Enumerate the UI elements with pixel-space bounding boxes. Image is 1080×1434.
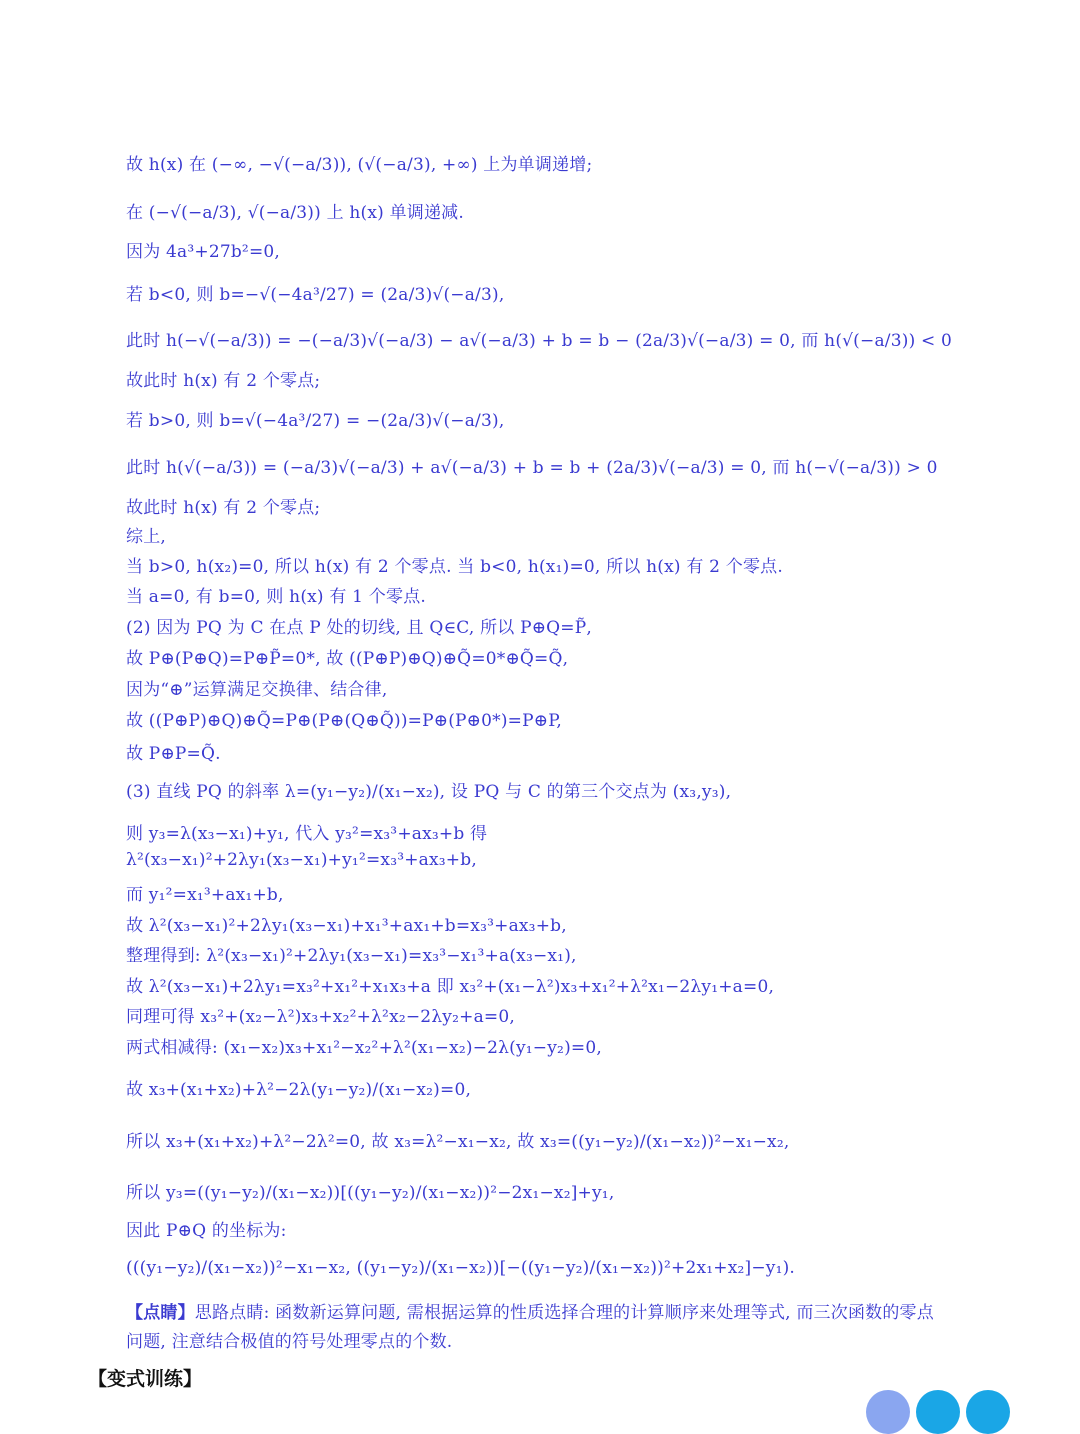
solution-line: 因为 4a³+27b²=0, bbox=[126, 242, 281, 262]
solution-line: 故此时 h(x) 有 2 个零点; bbox=[126, 371, 321, 391]
solution-line: 而 y₁²=x₁³+ax₁+b, bbox=[126, 885, 284, 905]
solution-line: 若 b<0, 则 b=−√(−4a³/27) = (2a/3)√(−a/3), bbox=[126, 285, 505, 305]
solution-line: (2) 因为 PQ 为 C 在点 P 处的切线, 且 Q∈C, 所以 P⊕Q=P̃, bbox=[126, 618, 592, 638]
solution-line: 整理得到: λ²(x₃−x₁)²+2λy₁(x₃−x₁)=x₃³−x₁³+a(x₃−x₁), bbox=[126, 946, 577, 966]
solution-line: 因此 P⊕Q 的坐标为: bbox=[126, 1221, 287, 1241]
solution-line: 此时 h(−√(−a/3)) = −(−a/3)√(−a/3) − a√(−a/3) + b = b − (2a/3)√(−a/3) = 0, 而 h(√(−a/3)) < 0 bbox=[126, 331, 953, 351]
tip-text: 思路点睛: 函数新运算问题, 需根据运算的性质选择合理的计算顺序来处理等式, 而三次函数的零点 bbox=[194, 1303, 934, 1323]
solution-line: 综上, bbox=[126, 527, 167, 547]
solution-line: (((y₁−y₂)/(x₁−x₂))²−x₁−x₂, ((y₁−y₂)/(x₁−x₂))[−((y₁−y₂)/(x₁−x₂))²+2x₁+x₂]−y₁). bbox=[126, 1258, 796, 1278]
solution-line: 故 P⊕P=Q̃. bbox=[126, 744, 221, 764]
solution-line: 若 b>0, 则 b=√(−4a³/27) = −(2a/3)√(−a/3), bbox=[126, 411, 505, 431]
tip-tag: 【点睛】 bbox=[126, 1303, 195, 1323]
solution-line: 所以 x₃+(x₁+x₂)+λ²−2λ²=0, 故 x₃=λ²−x₁−x₂, 故 x₃=((y₁−y₂)/(x₁−x₂))²−x₁−x₂, bbox=[126, 1132, 790, 1152]
tip-line: 问题, 注意结合极值的符号处理零点的个数. bbox=[126, 1332, 453, 1352]
solution-line: 故 h(x) 在 (−∞, −√(−a/3)), (√(−a/3), +∞) 上为单调递增; bbox=[126, 155, 593, 175]
decorative-circle bbox=[916, 1390, 960, 1434]
solution-line: 故 P⊕(P⊕Q)=P⊕P̃=0*, 故 ((P⊕P)⊕Q)⊕Q̃=0*⊕Q̃=Q̃, bbox=[126, 649, 569, 669]
solution-line: 则 y₃=λ(x₃−x₁)+y₁, 代入 y₃²=x₃³+ax₃+b 得 bbox=[126, 824, 488, 844]
section-heading: 【变式训练】 bbox=[88, 1368, 203, 1390]
solution-line: 故 λ²(x₃−x₁)+2λy₁=x₃²+x₁²+x₁x₃+a 即 x₃²+(x₁−λ²)x₃+x₁²+λ²x₁−2λy₁+a=0, bbox=[126, 977, 775, 997]
solution-line: 故 x₃+(x₁+x₂)+λ²−2λ(y₁−y₂)/(x₁−x₂)=0, bbox=[126, 1080, 472, 1100]
solution-line: 两式相减得: (x₁−x₂)x₃+x₁²−x₂²+λ²(x₁−x₂)−2λ(y₁−y₂)=0, bbox=[126, 1038, 602, 1058]
solution-line: 故 ((P⊕P)⊕Q)⊕Q̃=P⊕(P⊕(Q⊕Q̃))=P⊕(P⊕0*)=P⊕P, bbox=[126, 711, 562, 731]
solution-line: 当 b>0, h(x₂)=0, 所以 h(x) 有 2 个零点. 当 b<0, h(x₁)=0, 所以 h(x) 有 2 个零点. bbox=[126, 557, 783, 577]
solution-line: 所以 y₃=((y₁−y₂)/(x₁−x₂))[((y₁−y₂)/(x₁−x₂))²−2x₁−x₂]+y₁, bbox=[126, 1183, 615, 1203]
tip-line bbox=[126, 1298, 1026, 1323]
solution-line: λ²(x₃−x₁)²+2λy₁(x₃−x₁)+y₁²=x₃³+ax₃+b, bbox=[126, 850, 477, 870]
solution-line: 故此时 h(x) 有 2 个零点; bbox=[126, 498, 321, 518]
solution-line: 同理可得 x₃²+(x₂−λ²)x₃+x₂²+λ²x₂−2λy₂+a=0, bbox=[126, 1007, 515, 1027]
solution-line: 当 a=0, 有 b=0, 则 h(x) 有 1 个零点. bbox=[126, 587, 426, 607]
solution-line: 因为“⊕”运算满足交换律、结合律, bbox=[126, 680, 388, 700]
solution-line: (3) 直线 PQ 的斜率 λ=(y₁−y₂)/(x₁−x₂), 设 PQ 与 C 的第三个交点为 (x₃,y₃), bbox=[126, 782, 732, 802]
decorative-circle bbox=[966, 1390, 1010, 1434]
solution-line: 此时 h(√(−a/3)) = (−a/3)√(−a/3) + a√(−a/3) + b = b + (2a/3)√(−a/3) = 0, 而 h(−√(−a/3)) > 0 bbox=[126, 458, 938, 478]
decorative-circle bbox=[866, 1390, 910, 1434]
solution-line: 故 λ²(x₃−x₁)²+2λy₁(x₃−x₁)+x₁³+ax₁+b=x₃³+ax₃+b, bbox=[126, 916, 567, 936]
solution-line: 在 (−√(−a/3), √(−a/3)) 上 h(x) 单调递减. bbox=[126, 203, 464, 223]
